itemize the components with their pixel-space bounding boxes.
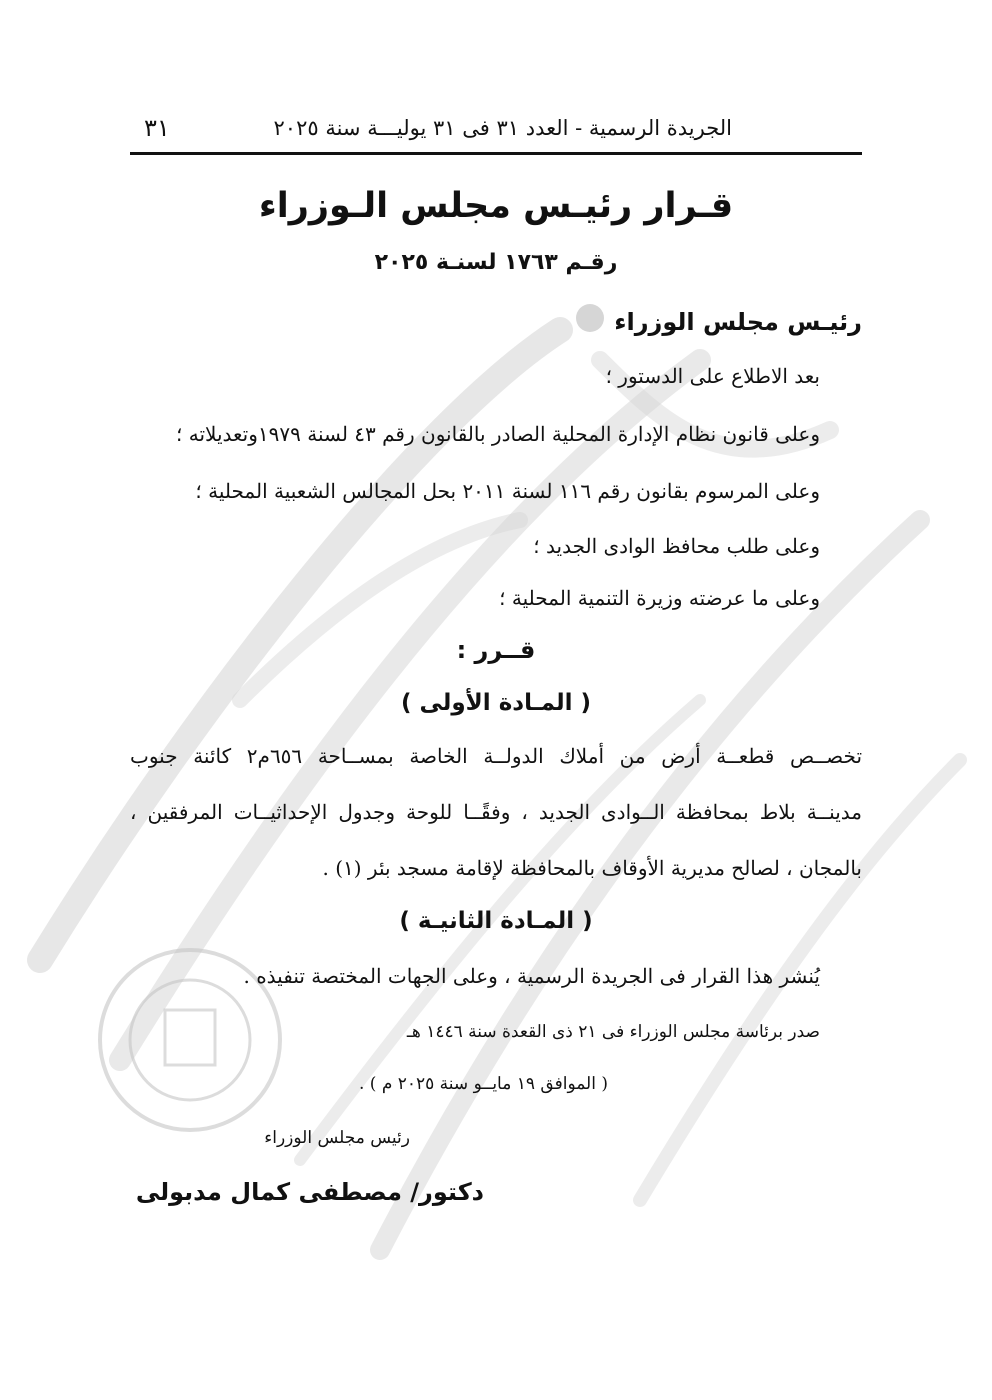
article-1-line: مدينــة بلاط بمحافظة الــوادى الجديد ، وفقًــا للوحة وجدول الإحداثيــات المرفقين ، [130,800,862,824]
decree-title: قـرار رئيـس مجلس الـوزراء [258,186,734,226]
preamble-line: وعلى طلب محافظ الوادى الجديد ؛ [533,534,820,558]
decree-number: رقـم ١٧٦٣ لسنـة ٢٠٢٥ [374,250,618,275]
preamble-line: وعلى المرسوم بقانون رقم ١١٦ لسنة ٢٠١١ بحل المجالس الشعبية المحلية ؛ [195,479,820,503]
article-2-heading: ( المـادة الثانيـة ) [399,908,593,934]
preamble-line: بعد الاطلاع على الدستور ؛ [605,364,820,388]
decided-label: قــرر : [456,636,536,664]
preamble-line: وعلى قانون نظام الإدارة المحلية الصادر بالقانون رقم ٤٣ لسنة ١٩٧٩وتعديلاته ؛ [176,422,820,446]
article-1-heading: ( المـادة الأولى ) [400,690,592,716]
signatory-name: دكتور/ مصطفى كمال مدبولى [135,1178,484,1206]
gazette-issue-title: الجريدة الرسمية - العدد ٣١ فى ٣١ يوليـــة سنة ٢٠٢٥ [273,116,732,140]
article-2-text: يُنشر هذا القرار فى الجريدة الرسمية ، وعلى الجهات المختصة تنفيذه . [243,964,820,988]
issuer-heading: رئيـس مجلس الوزراء [614,308,862,336]
page-header [130,112,862,155]
signatory-role: رئيس مجلس الوزراء [264,1128,410,1148]
page-number: ٣١ [144,114,170,142]
issued-date-gregorian: ( الموافق ١٩ مايــو سنة ٢٠٢٥ م ) . [358,1074,608,1094]
article-1-line: بالمجان ، لصالح مديرية الأوقاف بالمحافظة لإقامة مسجد بئر (١) . [322,856,862,880]
issued-date-hijri: صدر برئاسة مجلس الوزراء فى ٢١ ذى القعدة سنة ١٤٤٦ هـ [406,1022,820,1042]
preamble-line: وعلى ما عرضته وزيرة التنمية المحلية ؛ [499,586,820,610]
article-1-line: تخصــص قطعــة أرض من أملاك الدولــة الخاصة بمســاحة ٦٥٦م٢ كائنة جنوب [130,744,863,768]
